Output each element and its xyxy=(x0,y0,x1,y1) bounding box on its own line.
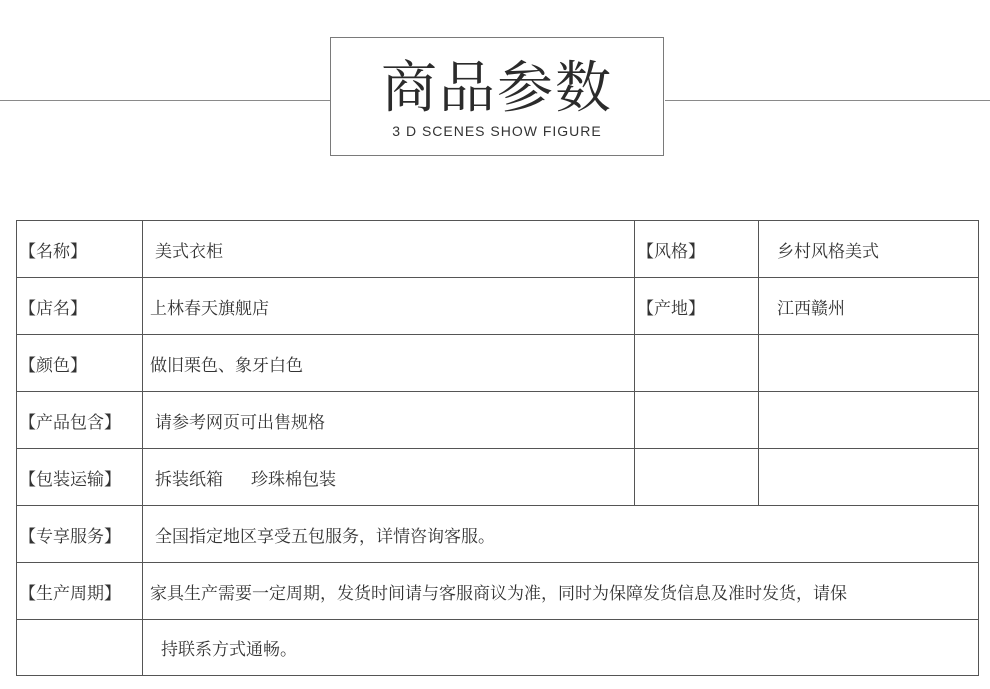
table-row xyxy=(17,449,979,506)
name-label: 【名称】 xyxy=(17,221,143,278)
style-value: 乡村风格美式 xyxy=(759,221,979,278)
product-params-table xyxy=(16,220,979,676)
header-divider-right xyxy=(665,100,990,101)
service-label: 【专享服务】 xyxy=(17,506,143,563)
empty-cell xyxy=(635,449,759,506)
packaging-value xyxy=(143,449,635,506)
empty-cell xyxy=(635,392,759,449)
packaging-label: 【包装运输】 xyxy=(17,449,143,506)
table-row xyxy=(17,278,979,335)
table-row xyxy=(17,392,979,449)
packaging-value-foam: 珍珠棉包装 xyxy=(251,469,336,490)
color-value: 做旧栗色、象牙白色 xyxy=(143,335,635,392)
color-label: 【颜色】 xyxy=(17,335,143,392)
includes-value: 请参考网页可出售规格 xyxy=(143,392,635,449)
origin-label: 【产地】 xyxy=(635,278,759,335)
service-value: 全国指定地区享受五包服务，详情咨询客服。 xyxy=(143,506,979,563)
header-box xyxy=(330,37,664,156)
header-divider-left xyxy=(0,100,331,101)
origin-value: 江西赣州 xyxy=(759,278,979,335)
table-row xyxy=(17,506,979,563)
style-label: 【风格】 xyxy=(635,221,759,278)
empty-cell xyxy=(17,620,143,676)
table-row xyxy=(17,335,979,392)
empty-cell xyxy=(759,392,979,449)
empty-cell xyxy=(635,335,759,392)
cycle-label: 【生产周期】 xyxy=(17,563,143,620)
packaging-value-box: 拆装纸箱 xyxy=(155,469,223,490)
table-row xyxy=(17,563,979,620)
shop-value: 上林春天旗舰店 xyxy=(143,278,635,335)
shop-label: 【店名】 xyxy=(17,278,143,335)
empty-cell xyxy=(759,449,979,506)
name-value: 美式衣柜 xyxy=(143,221,635,278)
table-row xyxy=(17,221,979,278)
page-subtitle: 3 D SCENES SHOW FIGURE xyxy=(392,123,602,139)
table-row xyxy=(17,620,979,676)
cycle-value-continued: 持联系方式通畅。 xyxy=(143,620,979,676)
page-title: 商品参数 xyxy=(381,56,613,121)
empty-cell xyxy=(759,335,979,392)
includes-label: 【产品包含】 xyxy=(17,392,143,449)
cycle-value: 家具生产需要一定周期，发货时间请与客服商议为准，同时为保障发货信息及准时发货，请保 xyxy=(143,563,979,620)
